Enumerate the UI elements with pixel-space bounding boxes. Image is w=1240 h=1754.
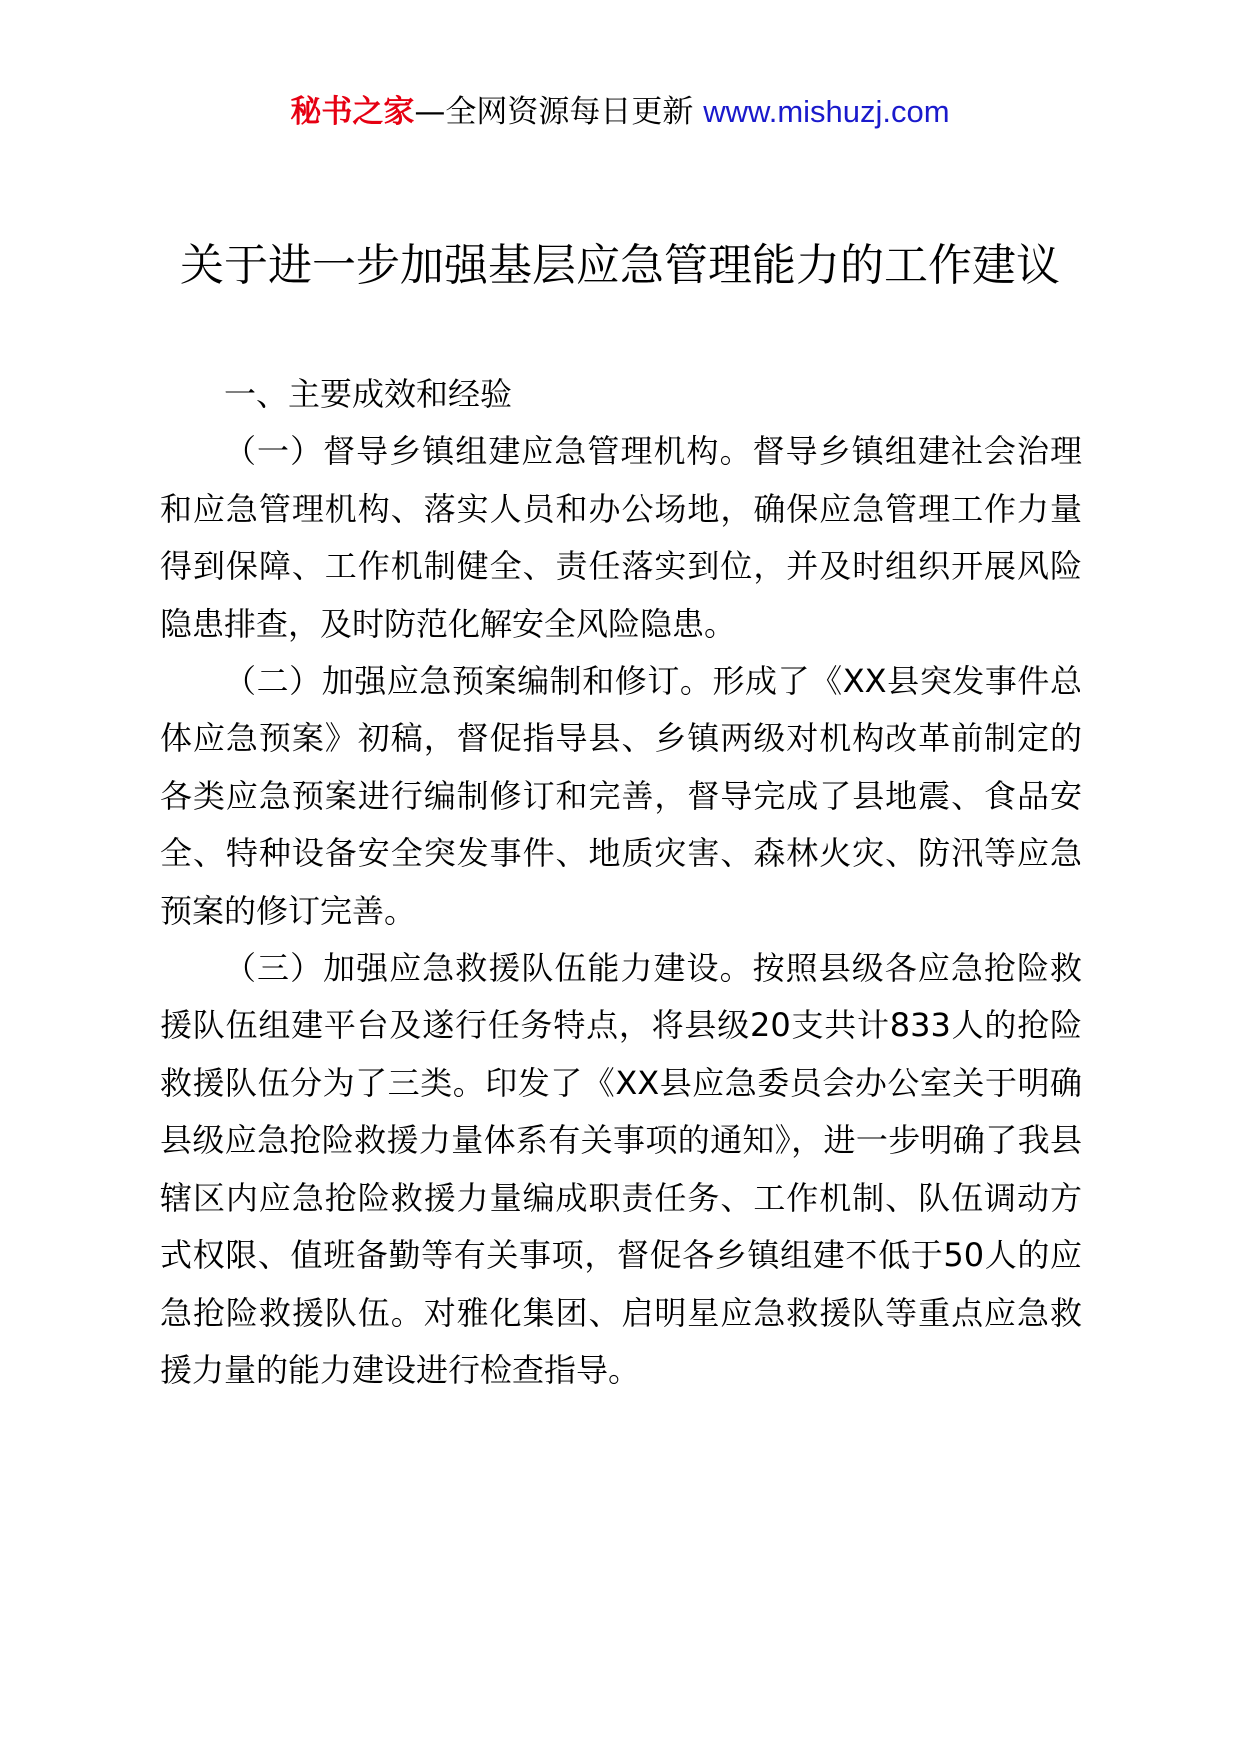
paragraph-3: （三）加强应急救援队伍能力建设。按照县级各应急抢险救援队伍组建平台及遂行任务特点，将县级20支共计833人的抢险救援队伍分为了三类。印发了《XX县应急委员会办公室关于明确县级应急抢险救援力量体系有关事项的通知》，进一步明确了我县辖区内应急抢险救援力量编成职责任务、工作机制、队伍调动方式权限、值班备勤等有关事项，督促各乡镇组建不低于50人的应急抢险救援队伍。对雅化集团、启明星应急救援队等重点应急救援力量的能力建设进行检查指导。 [160, 949, 1082, 1389]
paragraph-2: （二）加强应急预案编制和修订。形成了《XX县突发事件总体应急预案》初稿，督促指导县、乡镇两级对机构改革前制定的各类应急预案进行编制修订和完善，督导完成了县地震、食品安全、特种设备安全突发事件、地质灾害、森林火灾、防汛等应急预案的修订完善。 [160, 662, 1082, 930]
site-slogan: —全网资源每日更新 [414, 94, 704, 130]
paragraph-1: （一）督导乡镇组建应急管理机构。督导乡镇组建社会治理和应急管理机构、落实人员和办公场地，确保应急管理工作力量得到保障、工作机制健全、责任落实到位，并及时组织开展风险隐患排查，及时防范化解安全风险隐患。 [160, 432, 1082, 643]
document-title: 关于进一步加强基层应急管理能力的工作建议 [180, 240, 1060, 291]
document-body [160, 366, 1082, 1399]
site-url-link[interactable]: www.mishuzj.com [703, 94, 950, 129]
site-brand: 秘书之家 [290, 94, 415, 130]
section-heading: 一、主要成效和经验 [224, 375, 513, 413]
site-header [0, 92, 1240, 132]
